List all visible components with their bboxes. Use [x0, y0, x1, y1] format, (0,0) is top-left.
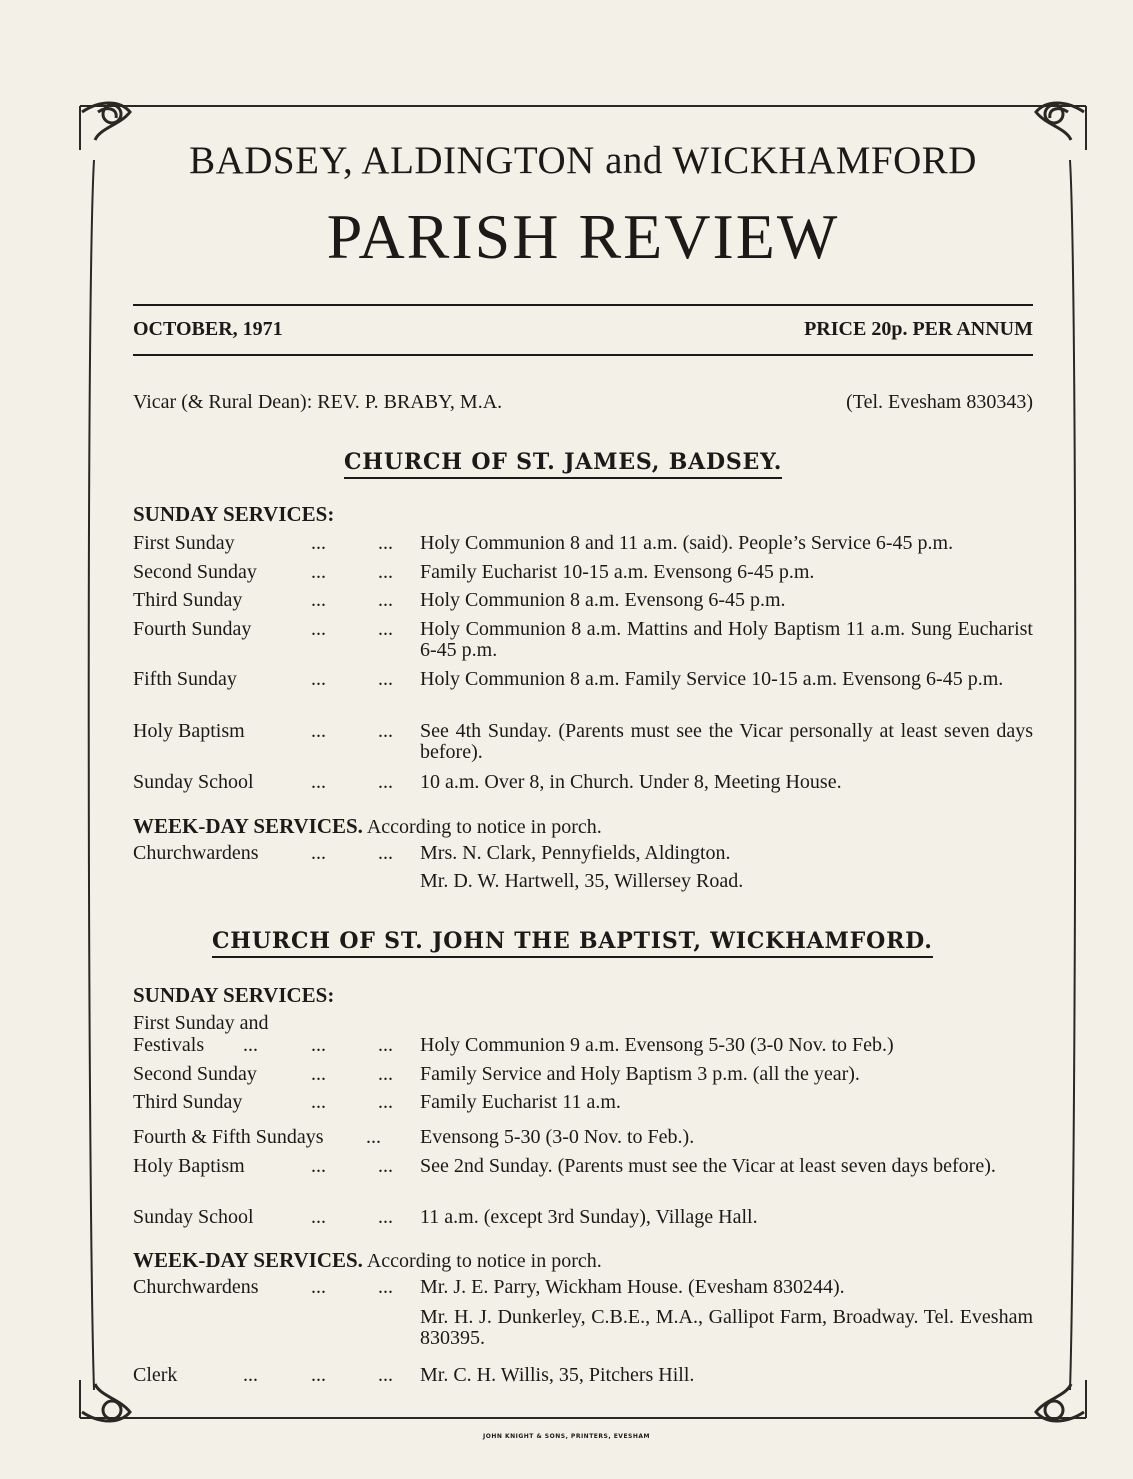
leader-dots: ... [311, 532, 326, 554]
weekday-label: WEEK-DAY SERVICES. [133, 814, 363, 838]
service-description: 10 a.m. Over 8, in Church. Under 8, Meeting House. [420, 771, 842, 793]
leader-dots: ... [378, 561, 393, 583]
weekday-text: According to notice in porch. [366, 816, 602, 838]
leader-dots: ... [311, 589, 326, 611]
parishes-title: BADSEY, ALDINGTON and WICKHAMFORD [189, 139, 977, 182]
leader-dots: ... [311, 1155, 326, 1177]
clerk-entry: Mr. C. H. Willis, 35, Pitchers Hill. [420, 1364, 695, 1386]
leader-dots: ... [378, 771, 393, 793]
leader-dots: ... [311, 1091, 326, 1113]
leader-dots: ... [311, 668, 326, 690]
leader-dots: ... [311, 1034, 326, 1056]
weekday-label: WEEK-DAY SERVICES. [133, 1248, 363, 1272]
service-label: Sunday School [133, 771, 254, 793]
printer-imprint: JOHN KNIGHT & SONS, PRINTERS, EVESHAM [482, 1433, 651, 1440]
leader-dots: ... [378, 1034, 393, 1056]
issue-date: OCTOBER, 1971 [133, 318, 283, 340]
leader-dots: ... [378, 1206, 393, 1228]
leader-dots: ... [378, 532, 393, 554]
leader-dots: ... [311, 720, 326, 742]
service-description: See 2nd Sunday. (Parents must see the Vicar at least seven days before). [420, 1155, 996, 1177]
service-label: First Sunday and [133, 1012, 269, 1034]
leader-dots: ... [311, 618, 326, 640]
leader-dots: ... [311, 1063, 326, 1085]
leader-dots: ... [378, 842, 393, 864]
service-description: Holy Communion 8 a.m. Family Service 10-15 a.m. Evensong 6-45 p.m. [420, 668, 1004, 690]
leader-dots: ... [378, 720, 393, 742]
vicar-row [133, 391, 1033, 414]
leader-dots: ... [378, 1276, 393, 1298]
service-label: Fifth Sunday [133, 668, 237, 690]
price-text: PRICE 20p. PER ANNUM [804, 318, 1033, 340]
wickhamford-sunday-heading: SUNDAY SERVICES: [133, 983, 335, 1007]
churchwardens-label: Churchwardens [133, 842, 259, 864]
vicar-name: Vicar (& Rural Dean): REV. P. BRABY, M.A. [133, 391, 503, 413]
service-label: Holy Baptism [133, 720, 245, 742]
wickhamford-church-heading: CHURCH OF ST. JOHN THE BAPTIST, WICKHAMFORD. [212, 928, 933, 958]
service-label: Fourth Sunday [133, 618, 252, 640]
service-label: Fourth & Fifth Sundays [133, 1126, 324, 1148]
service-description: See 4th Sunday. (Parents must see the Vicar personally at least seven days before). [420, 720, 1033, 763]
badsey-weekday-services [133, 814, 1033, 839]
churchwarden-entry: Mr. H. J. Dunkerley, C.B.E., M.A., Gallipot Farm, Broadway. Tel. Evesham 830395. [420, 1306, 1033, 1349]
service-label: Holy Baptism [133, 1155, 245, 1177]
service-description: 11 a.m. (except 3rd Sunday), Village Hall. [420, 1206, 758, 1228]
leader-dots: ... [243, 1034, 258, 1056]
service-description: Holy Communion 8 a.m. Mattins and Holy Baptism 11 a.m. Sung Eucharist 6-45 p.m. [420, 618, 1033, 661]
churchwardens-label: Churchwardens [133, 1276, 259, 1298]
leader-dots: ... [311, 771, 326, 793]
leader-dots: ... [311, 1206, 326, 1228]
publication-title: PARISH REVIEW [326, 201, 840, 272]
leader-dots: ... [378, 589, 393, 611]
leader-dots: ... [311, 1364, 326, 1386]
service-label: Third Sunday [133, 1091, 243, 1113]
service-label: Second Sunday [133, 1063, 257, 1085]
service-label: Second Sunday [133, 561, 257, 583]
leader-dots: ... [311, 561, 326, 583]
service-description: Family Eucharist 11 a.m. [420, 1091, 621, 1113]
leader-dots: ... [311, 842, 326, 864]
service-label: First Sunday [133, 532, 235, 554]
service-label: Third Sunday [133, 589, 243, 611]
service-description: Evensong 5-30 (3-0 Nov. to Feb.). [420, 1126, 695, 1148]
badsey-church-heading: CHURCH OF ST. JAMES, BADSEY. [344, 449, 782, 479]
badsey-sunday-heading: SUNDAY SERVICES: [133, 502, 335, 526]
leader-dots: ... [378, 1063, 393, 1085]
leader-dots: ... [378, 1364, 393, 1386]
churchwarden-entry: Mr. J. E. Parry, Wickham House. (Evesham 830244). [420, 1276, 845, 1298]
leader-dots: ... [311, 1276, 326, 1298]
leader-dots: ... [378, 618, 393, 640]
service-label: Sunday School [133, 1206, 254, 1228]
weekday-text: According to notice in porch. [366, 1250, 602, 1272]
churchwarden-entry: Mrs. N. Clark, Pennyfields, Aldington. [420, 842, 731, 864]
service-label: Festivals [133, 1034, 205, 1056]
churchwarden-entry: Mr. D. W. Hartwell, 35, Willersey Road. [420, 870, 744, 892]
leader-dots: ... [378, 1155, 393, 1177]
service-description: Family Eucharist 10-15 a.m. Evensong 6-45 p.m. [420, 561, 815, 583]
service-description: Holy Communion 9 a.m. Evensong 5-30 (3-0 Nov. to Feb.) [420, 1034, 894, 1056]
service-description: Holy Communion 8 a.m. Evensong 6-45 p.m. [420, 589, 786, 611]
top-rule [133, 304, 1033, 306]
service-description: Holy Communion 8 and 11 a.m. (said). People’s Service 6-45 p.m. [420, 532, 954, 554]
service-description: Family Service and Holy Baptism 3 p.m. (all the year). [420, 1063, 860, 1085]
leader-dots: ... [378, 1091, 393, 1113]
clerk-label: Clerk [133, 1364, 178, 1386]
leader-dots: ... [243, 1364, 258, 1386]
leader-dots: ... [378, 668, 393, 690]
bottom-rule [133, 354, 1033, 356]
wickhamford-weekday-services [133, 1248, 1033, 1273]
vicar-phone: (Tel. Evesham 830343) [846, 391, 1033, 413]
leader-dots: ... [366, 1126, 381, 1148]
